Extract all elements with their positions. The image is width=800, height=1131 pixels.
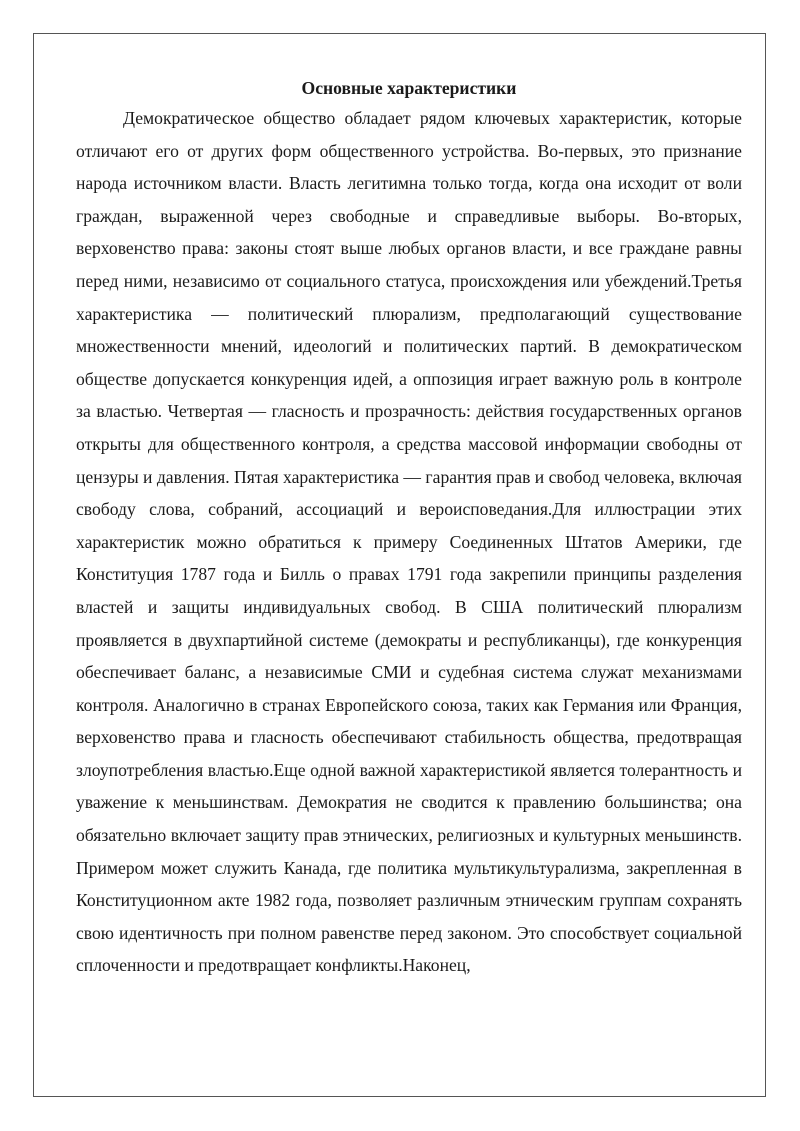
document-content: [76, 75, 742, 982]
document-title: Основные характеристики: [301, 78, 517, 98]
body-paragraph: Демократическое общество обладает рядом ключевых характеристик, которые отличают его от других форм общественного устройства. Во-первых, это признание народа источником власти. Власть легитимна только тогда, когда она исходит от воли граждан, выраженной через свободные и справедливые выборы. Во-вторых, верховенство права: законы стоят выше любых органов власти, и все граждане равны перед ними, независимо от социального статуса, происхождения или убеждений.Третья характеристика — политический плюрализм, предполагающий существование множественности мнений, идеологий и политических партий. В демократическом обществе допускается конкуренция идей, а оппозиция играет важную роль в контроле за властью. Четвертая — гласность и прозрачность: действия государственных органов открыты для общественного контроля, а средства массовой информации свободны от цензуры и давления. Пятая характеристика — гарантия прав и свобод человека, включая свободу слова, собраний, ассоциаций и вероисповедания.Для иллюстрации этих характеристик можно обратиться к примеру Соединенных Штатов Америки, где Конституция 1787 года и Билль о правах 1791 года закрепили принципы разделения властей и защиты индивидуальных свобод. В США политический плюрализм проявляется в двухпартийной системе (демократы и республиканцы), где конкуренция обеспечивает баланс, а независимые СМИ и судебная система служат механизмами контроля. Аналогично в странах Европейского союза, таких как Германия или Франция, верховенство права и гласность обеспечивают стабильность общества, предотвращая злоупотребления властью.Еще одной важной характеристикой является толерантность и уважение к меньшинствам. Демократия не сводится к правлению большинства; она обязательно включает защиту прав этнических, религиозных и культурных меньшинств. Примером может служить Канада, где политика мультикультурализма, закрепленная в Конституционном акте 1982 года, позволяет различным этническим группам сохранять свою идентичность при полном равенстве перед законом. Это способствует социальной сплоченности и предотвращает конфликты.Наконец,: [76, 108, 742, 976]
